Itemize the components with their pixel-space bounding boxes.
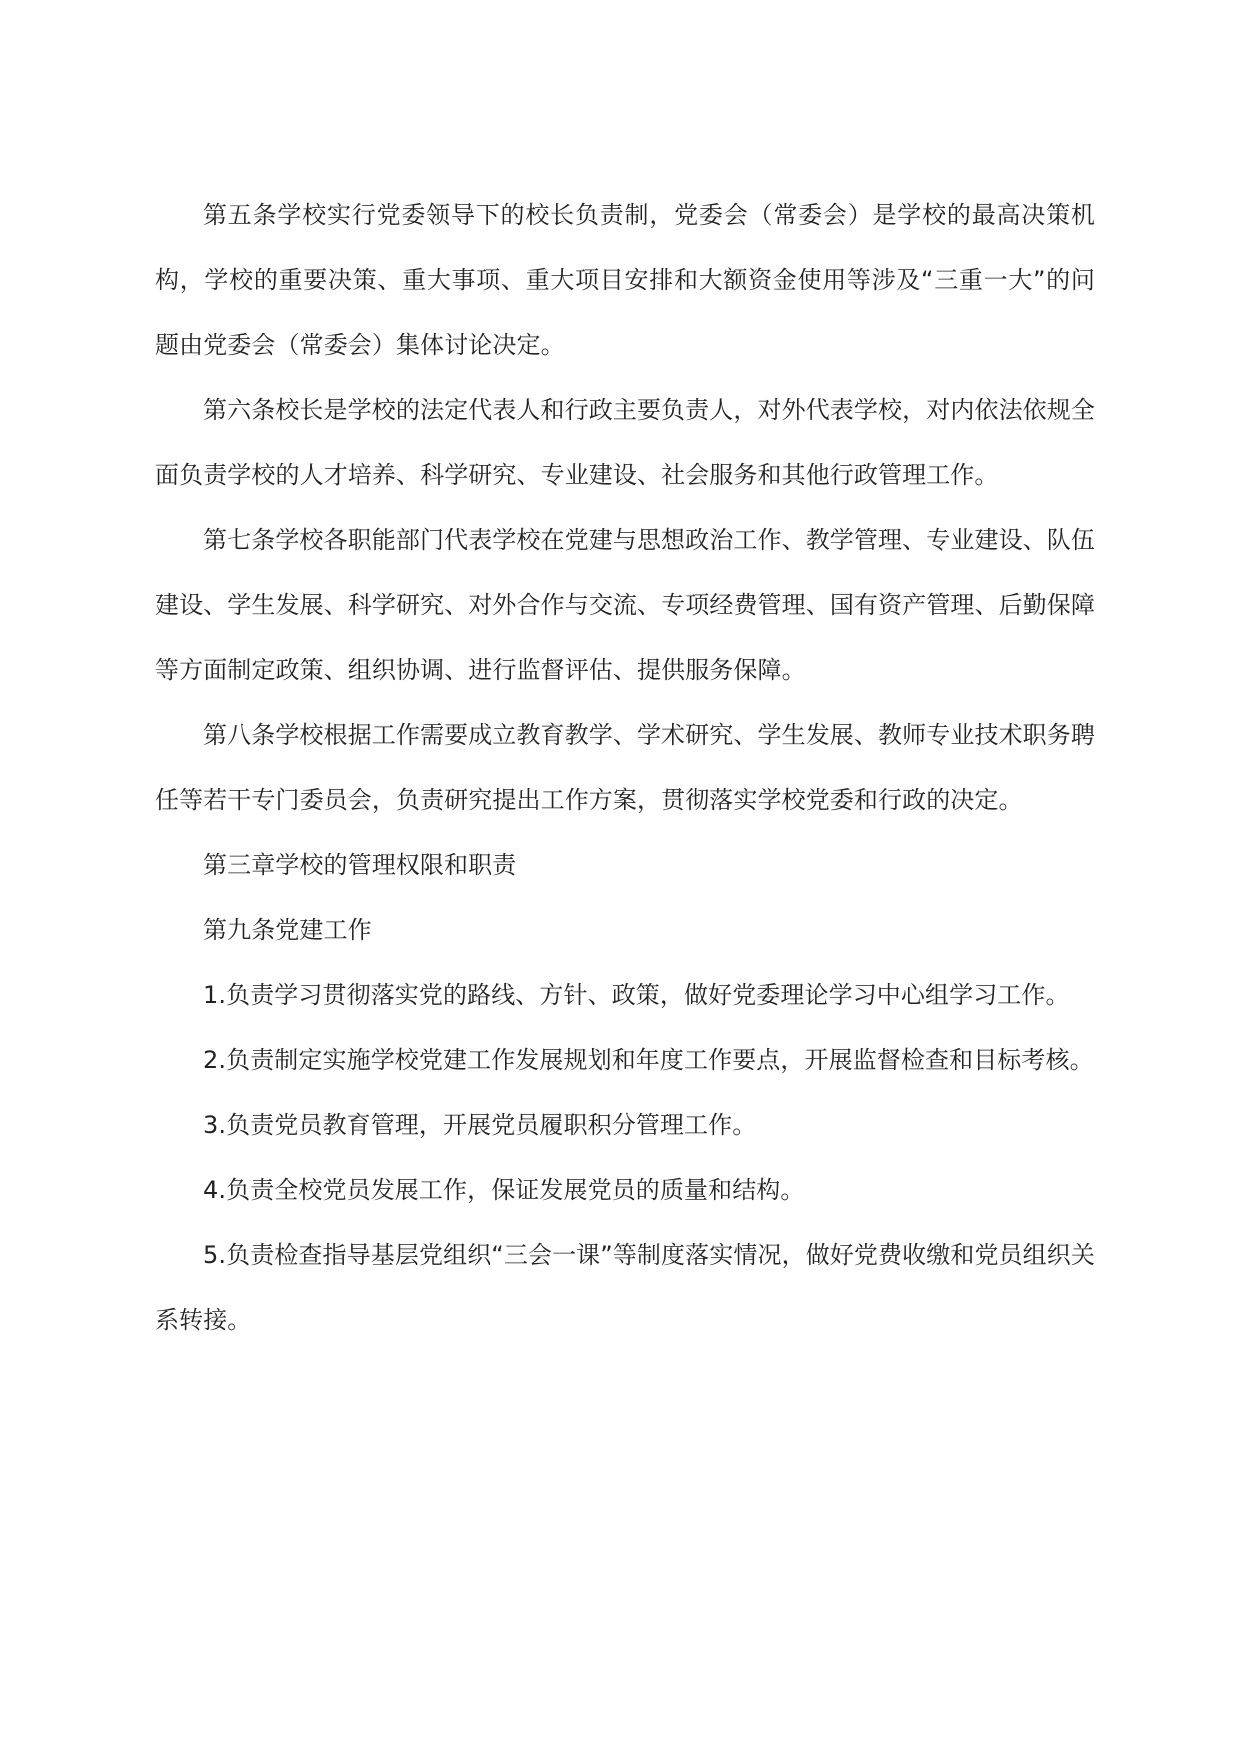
- document-body: [155, 183, 1095, 1353]
- paragraph-article-6: 第六条校长是学校的法定代表人和行政主要负责人，对外代表学校，对内依法依规全面负责学校的人才培养、科学研究、专业建设、社会服务和其他行政管理工作。: [155, 396, 1095, 489]
- list-item-4: 4.负责全校党员发展工作，保证发展党员的质量和结构。: [203, 1176, 805, 1204]
- list-item-5: 5.负责检查指导基层党组织“三会一课”等制度落实情况，做好党费收缴和党员组织关系转接。: [155, 1241, 1095, 1334]
- paragraph-article-8: 第八条学校根据工作需要成立教育教学、学术研究、学生发展、教师专业技术职务聘任等若干专门委员会，负责研究提出工作方案，贯彻落实学校党委和行政的决定。: [155, 721, 1095, 814]
- chapter-3-heading: 第三章学校的管理权限和职责: [203, 851, 517, 879]
- paragraph-article-5: 第五条学校实行党委领导下的校长负责制，党委会（常委会）是学校的最高决策机构，学校的重要决策、重大事项、重大项目安排和大额资金使用等涉及“三重一大”的问题由党委会（常委会）集体讨论决定。: [155, 201, 1095, 359]
- list-item-3: 3.负责党员教育管理，开展党员履职积分管理工作。: [203, 1111, 757, 1139]
- paragraph-article-7: 第七条学校各职能部门代表学校在党建与思想政治工作、教学管理、专业建设、队伍建设、学生发展、科学研究、对外合作与交流、专项经费管理、国有资产管理、后勤保障等方面制定政策、组织协调、进行监督评估、提供服务保障。: [155, 526, 1095, 684]
- list-item-1: 1.负责学习贯彻落实党的路线、方针、政策，做好党委理论学习中心组学习工作。: [203, 981, 1070, 1009]
- list-item-2: 2.负责制定实施学校党建工作发展规划和年度工作要点，开展监督检查和目标考核。: [203, 1046, 1094, 1074]
- article-9-heading: 第九条党建工作: [203, 916, 372, 944]
